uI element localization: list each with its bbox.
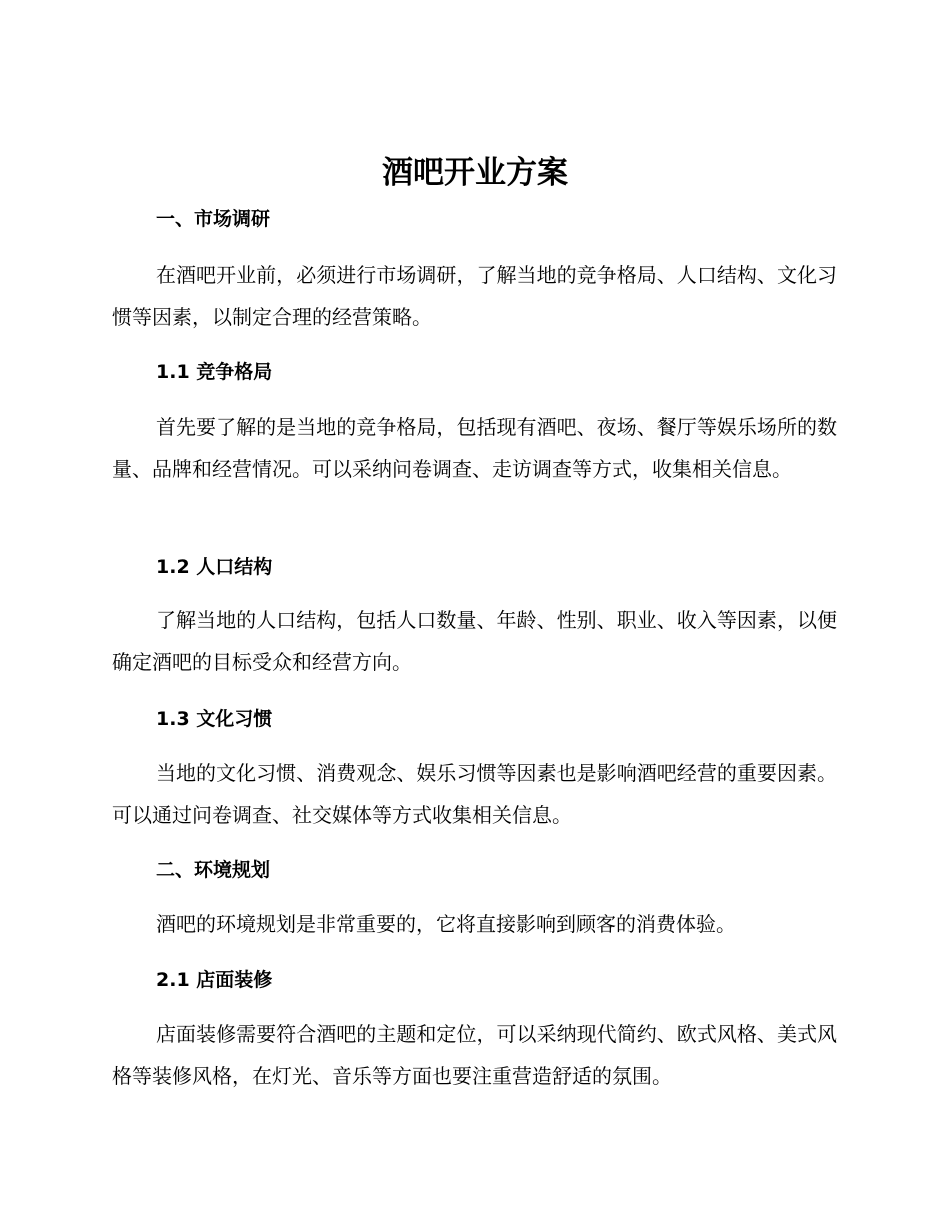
- section-heading-culture: 1.3 文化习惯: [156, 708, 273, 730]
- section-body-population: 了解当地的人口结构，包括人口数量、年龄、性别、职业、收入等因素，以便确定酒吧的目标受众和经营方向。: [112, 608, 837, 674]
- document-title: 酒吧开业方案: [382, 155, 568, 191]
- section-heading-competition: 1.1 竞争格局: [156, 361, 273, 383]
- section-heading-market-research: 一、市场调研: [156, 208, 271, 230]
- section-body-culture: 当地的文化习惯、消费观念、娱乐习惯等因素也是影响酒吧经营的重要因素。可以通过问卷调查、社交媒体等方式收集相关信息。: [112, 761, 837, 827]
- section-body-environment: 酒吧的环境规划是非常重要的，它将直接影响到顾客的消费体验。: [156, 912, 736, 936]
- section-heading-population: 1.2 人口结构: [156, 556, 273, 578]
- section-body-market-research: 在酒吧开业前，必须进行市场调研，了解当地的竞争格局、人口结构、文化习惯等因素，以制定合理的经营策略。: [112, 263, 837, 329]
- section-body-competition: 首先要了解的是当地的竞争格局，包括现有酒吧、夜场、餐厅等娱乐场所的数量、品牌和经营情况。可以采纳问卷调查、走访调查等方式，收集相关信息。: [112, 415, 837, 481]
- section-heading-environment: 二、环境规划: [156, 859, 271, 881]
- section-body-storefront: 店面装修需要符合酒吧的主题和定位，可以采纳现代简约、欧式风格、美式风格等装修风格，在灯光、音乐等方面也要注重营造舒适的氛围。: [112, 1022, 837, 1088]
- section-heading-storefront: 2.1 店面装修: [156, 969, 273, 991]
